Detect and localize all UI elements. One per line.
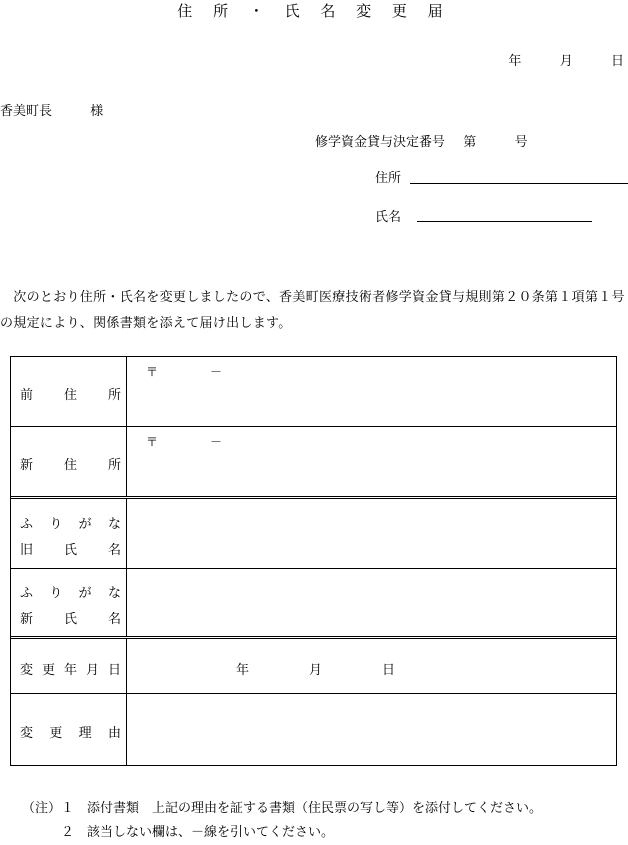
table-row-old-name xyxy=(11,496,616,568)
note-line-2: ２ 該当しない欄は、－線を引いてください。 xyxy=(22,825,335,840)
label-previous-address: 前 住 所 xyxy=(20,388,121,403)
label-old-name: 旧 氏 名 xyxy=(20,543,121,558)
label-new-name: 新 氏 名 xyxy=(20,612,121,627)
date-year: 年 xyxy=(508,54,522,69)
decision-number xyxy=(315,131,528,150)
postal-dash: － xyxy=(210,435,223,449)
postal-code xyxy=(146,433,222,450)
date-day: 日 xyxy=(610,54,624,69)
note-line-1: （注）１ 添付書類 上記の理由を証する書類（住民票の写し等）を添付してください。 xyxy=(22,801,543,816)
label-new-address: 新 住 所 xyxy=(20,458,121,473)
applicant-address-field[interactable] xyxy=(410,183,628,184)
label-cell xyxy=(11,694,127,765)
decision-number-suffix: 号 xyxy=(514,135,528,150)
applicant-name-field[interactable] xyxy=(417,221,592,222)
previous-address-field[interactable] xyxy=(136,357,616,426)
new-address-field[interactable] xyxy=(136,427,616,496)
table-row-new-address xyxy=(11,426,616,496)
date-month: 月 xyxy=(559,54,573,69)
new-name-field[interactable] xyxy=(136,569,616,636)
addressee-honorific: 様 xyxy=(90,104,104,119)
table-row-new-name xyxy=(11,568,616,636)
decision-number-prefix: 第 xyxy=(463,135,477,150)
table-row-change-reason xyxy=(11,693,616,765)
decision-number-label: 修学資金貸与決定番号 xyxy=(315,135,446,150)
change-date xyxy=(236,659,395,678)
postal-code xyxy=(146,363,222,380)
change-date-month: 月 xyxy=(309,663,323,678)
label-cell xyxy=(11,639,127,693)
table-row-change-date xyxy=(11,636,616,693)
label-cell xyxy=(11,357,127,426)
applicant-address-label: 住所 xyxy=(375,171,402,186)
postal-mark: 〒 xyxy=(146,365,159,379)
label-cell xyxy=(11,427,127,496)
submission-date xyxy=(508,50,624,69)
addressee-name: 香美町長 xyxy=(0,104,53,119)
label-furigana: ふ り が な xyxy=(20,517,121,532)
change-date-field[interactable] xyxy=(136,639,616,693)
label-furigana: ふ り が な xyxy=(20,586,121,601)
body-text: 次のとおり住所・氏名を変更しましたので、香美町医療技術者修学資金貸与規則第２０条第１項第１号の規定により、関係書類を添えて届け出します。 xyxy=(0,290,625,331)
addressee xyxy=(0,100,103,119)
table-row-previous-address xyxy=(11,357,616,426)
postal-mark: 〒 xyxy=(146,435,159,449)
label-change-reason: 変 更 理 由 xyxy=(20,726,121,741)
applicant-name-label: 氏名 xyxy=(375,210,402,225)
change-reason-field[interactable] xyxy=(136,694,616,765)
change-table xyxy=(10,356,617,766)
label-change-date: 変 更 年 月 日 xyxy=(20,663,121,678)
label-cell xyxy=(11,499,127,568)
label-cell xyxy=(11,569,127,636)
old-name-field[interactable] xyxy=(136,499,616,568)
page-title: 住 所 ・ 氏 名 変 更 届 xyxy=(177,2,451,20)
postal-dash: － xyxy=(210,365,223,379)
change-date-day: 日 xyxy=(382,663,396,678)
change-date-year: 年 xyxy=(236,663,250,678)
